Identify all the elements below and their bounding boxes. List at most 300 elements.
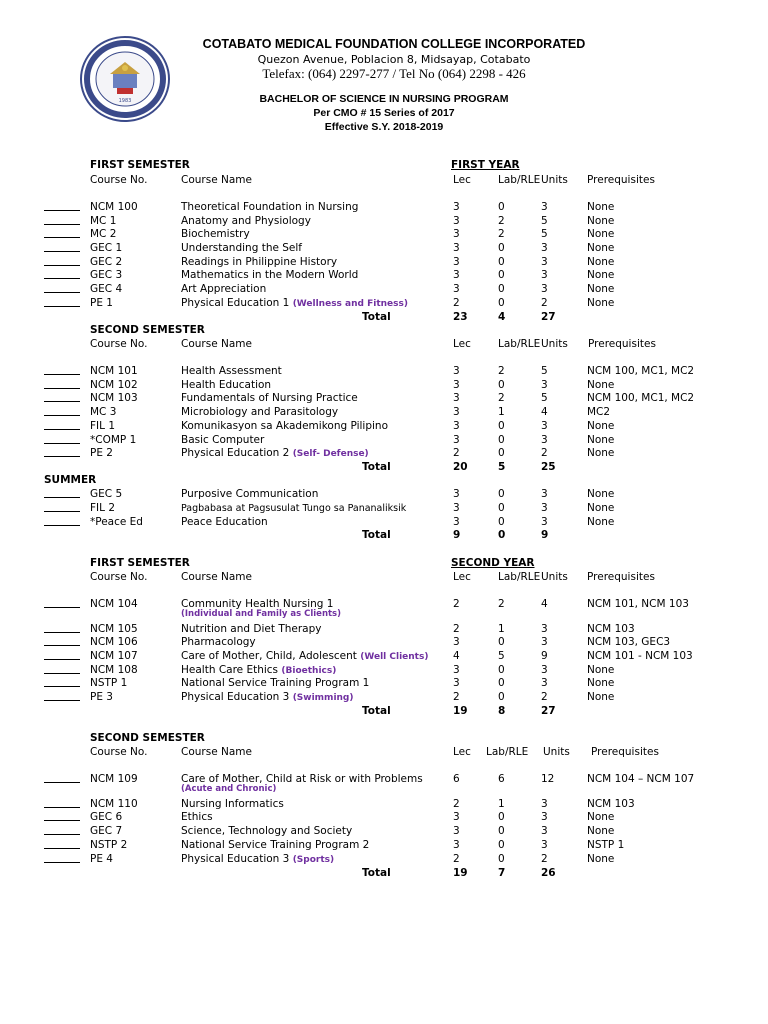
- course-lab: 0: [498, 420, 505, 432]
- total-label: Total: [362, 461, 391, 473]
- total-row: [0, 866, 768, 880]
- course-lab: 2: [498, 365, 505, 377]
- course-lab: 0: [498, 664, 505, 676]
- grade-blank[interactable]: [44, 255, 80, 266]
- course-no: PE 4: [90, 853, 113, 865]
- course-no: NCM 110: [90, 798, 138, 810]
- course-units: 3: [541, 502, 548, 514]
- course-name: [181, 676, 369, 690]
- course-row: [0, 824, 768, 838]
- course-name: [181, 810, 213, 824]
- course-no: GEC 7: [90, 825, 123, 837]
- course-name: [181, 852, 334, 867]
- course-row: [0, 515, 768, 529]
- course-lab: 2: [498, 215, 505, 227]
- course-name-text: Health Education: [181, 379, 272, 391]
- course-lab: 0: [498, 839, 505, 851]
- total-lec: 19: [453, 705, 468, 717]
- course-prereq: None: [587, 297, 615, 309]
- course-name-text: Basic Computer: [181, 434, 265, 446]
- course-prereq: NCM 103: [587, 798, 635, 810]
- course-name-text: Pharmacology: [181, 636, 256, 648]
- course-name-text: Ethics: [181, 811, 213, 823]
- course-row: [0, 255, 768, 269]
- course-lab: 1: [498, 798, 505, 810]
- header-units: Units: [541, 338, 568, 350]
- course-units: 3: [541, 677, 548, 689]
- course-lec: 3: [453, 365, 460, 377]
- course-prereq: NCM 103: [587, 623, 635, 635]
- course-row: [0, 446, 768, 460]
- header-units: Units: [541, 571, 568, 583]
- course-lec: 3: [453, 406, 460, 418]
- course-subnote: (Acute and Chronic): [181, 784, 277, 794]
- course-prereq: None: [587, 516, 615, 528]
- course-name: [181, 419, 388, 433]
- course-row: [0, 690, 768, 704]
- total-lec: 20: [453, 461, 468, 473]
- course-no: PE 3: [90, 691, 113, 703]
- course-lec: 3: [453, 392, 460, 404]
- course-no: GEC 2: [90, 256, 123, 268]
- course-no: GEC 5: [90, 488, 123, 500]
- course-lab: 1: [498, 406, 505, 418]
- total-lab: 4: [498, 311, 506, 323]
- college-address: Quezon Avenue, Poblacion 8, Midsayap, Cotabato: [257, 53, 531, 66]
- column-header-row: [0, 173, 768, 187]
- course-row: [0, 268, 768, 282]
- header-prereq: Prerequisites: [588, 338, 656, 350]
- course-name: [181, 824, 352, 838]
- total-label: Total: [362, 529, 391, 541]
- course-name-text: Physical Education 2: [181, 447, 290, 459]
- course-row: [0, 772, 768, 786]
- course-prereq: None: [587, 379, 615, 391]
- course-row: [0, 635, 768, 649]
- grade-blank[interactable]: [44, 622, 80, 633]
- course-name: [181, 241, 302, 255]
- course-name-text: Komunikasyon sa Akademikong Pilipino: [181, 420, 389, 432]
- course-name-text: Nutrition and Diet Therapy: [181, 623, 322, 635]
- course-units: 3: [541, 636, 548, 648]
- total-row: [0, 310, 768, 324]
- course-lec: 4: [453, 650, 460, 662]
- header-course-name: Course Name: [181, 571, 252, 583]
- course-lec: 3: [453, 256, 460, 268]
- header-prereq: Prerequisites: [587, 174, 655, 186]
- semester-title: FIRST SEMESTER: [90, 557, 190, 569]
- course-prereq: NCM 100, MC1, MC2: [587, 365, 695, 377]
- course-row: [0, 649, 768, 663]
- course-prereq: None: [587, 447, 615, 459]
- total-row: [0, 460, 768, 474]
- course-lab: 1: [498, 623, 505, 635]
- course-prereq: None: [587, 677, 615, 689]
- grade-blank[interactable]: [44, 501, 80, 512]
- course-row: [0, 296, 768, 310]
- course-lab: 0: [498, 811, 505, 823]
- grade-blank[interactable]: [44, 227, 80, 238]
- grade-blank[interactable]: [44, 282, 80, 293]
- header-lab: Lab/RLE: [486, 746, 529, 758]
- course-row: [0, 419, 768, 433]
- grade-blank[interactable]: [44, 649, 80, 660]
- grade-blank[interactable]: [44, 810, 80, 821]
- course-name-text: Care of Mother, Child, Adolescent: [181, 650, 357, 662]
- course-name-text: Community Health Nursing 1: [181, 598, 334, 610]
- course-lab: 0: [498, 853, 505, 865]
- course-lec: 2: [453, 853, 460, 865]
- course-lec: 3: [453, 228, 460, 240]
- header-course-name: Course Name: [181, 174, 252, 186]
- course-lec: 3: [453, 283, 460, 295]
- course-lec: 3: [453, 420, 460, 432]
- course-no: GEC 3: [90, 269, 123, 281]
- course-prereq: NCM 101, NCM 103: [587, 598, 689, 610]
- course-lab: 0: [498, 242, 505, 254]
- course-lab: 5: [498, 650, 505, 662]
- grade-blank[interactable]: [44, 419, 80, 430]
- header-lec: Lec: [453, 571, 471, 583]
- course-no: GEC 1: [90, 242, 123, 254]
- header-course-name: Course Name: [181, 338, 252, 350]
- grade-blank[interactable]: [44, 772, 80, 783]
- course-prereq: None: [587, 283, 615, 295]
- course-units: 2: [541, 853, 548, 865]
- header-lab: Lab/RLE: [498, 338, 541, 350]
- grade-blank[interactable]: [44, 676, 80, 687]
- course-lec: 6: [453, 773, 460, 785]
- course-lec: 2: [453, 623, 460, 635]
- header-course-no: Course No.: [90, 338, 148, 350]
- course-lab: 0: [498, 269, 505, 281]
- course-name: [181, 200, 358, 214]
- grade-blank[interactable]: [44, 838, 80, 849]
- course-name: [181, 501, 406, 516]
- course-row: [0, 852, 768, 866]
- course-name-text: Art Appreciation: [181, 283, 267, 295]
- course-lab: 6: [498, 773, 505, 785]
- grade-blank[interactable]: [44, 824, 80, 835]
- course-note: (Well Clients): [360, 652, 429, 662]
- course-row: [0, 433, 768, 447]
- total-label: Total: [362, 311, 391, 323]
- course-name-text: Peace Education: [181, 516, 268, 528]
- course-lab: 0: [498, 488, 505, 500]
- course-prereq: None: [587, 664, 615, 676]
- course-note: (Sports): [292, 855, 335, 865]
- column-header-row: [0, 745, 768, 759]
- course-lec: 2: [453, 297, 460, 309]
- course-units: 2: [541, 691, 548, 703]
- grade-blank[interactable]: [44, 268, 80, 279]
- course-name-text: Anatomy and Physiology: [181, 215, 311, 227]
- year-title: SECOND YEAR: [451, 557, 535, 569]
- header-course-no: Course No.: [90, 174, 148, 186]
- course-row: [0, 200, 768, 214]
- course-name-text: Nursing Informatics: [181, 798, 284, 810]
- total-units: 26: [541, 867, 556, 879]
- year-title: FIRST YEAR: [451, 159, 520, 171]
- course-no: NCM 102: [90, 379, 138, 391]
- course-prereq: None: [587, 488, 615, 500]
- course-lab: 0: [498, 201, 505, 213]
- course-name-text: Physical Education 1: [181, 297, 290, 309]
- course-note: (Self- Defense): [292, 449, 369, 459]
- course-lec: 2: [453, 691, 460, 703]
- course-lab: 0: [498, 379, 505, 391]
- header-course-no: Course No.: [90, 746, 148, 758]
- course-row: [0, 364, 768, 378]
- course-name: [181, 268, 358, 282]
- course-name-text: Care of Mother, Child at Risk or with Problems: [181, 773, 423, 785]
- course-no: NCM 104: [90, 598, 138, 610]
- course-lec: 3: [453, 664, 460, 676]
- course-lab: 2: [498, 392, 505, 404]
- course-units: 5: [541, 215, 548, 227]
- total-units: 25: [541, 461, 556, 473]
- course-lec: 3: [453, 502, 460, 514]
- semester-title: SECOND SEMESTER: [90, 324, 205, 336]
- course-units: 3: [541, 623, 548, 635]
- course-name: [181, 622, 321, 636]
- semester-heading: [0, 556, 768, 570]
- header-course-name: Course Name: [181, 746, 252, 758]
- course-row: [0, 391, 768, 405]
- course-no: MC 2: [90, 228, 117, 240]
- course-lec: 3: [453, 811, 460, 823]
- course-lab: 0: [498, 283, 505, 295]
- course-name: [181, 690, 354, 705]
- course-name: [181, 405, 338, 419]
- course-prereq: None: [587, 502, 615, 514]
- course-no: *Peace Ed: [90, 516, 143, 528]
- course-lec: 3: [453, 488, 460, 500]
- course-prereq: NCM 104 – NCM 107: [587, 773, 695, 785]
- college-telefax: Telefax: (064) 2297-277 / Tel No (064) 2298 - 426: [262, 66, 526, 81]
- course-units: 3: [541, 283, 548, 295]
- course-name: [181, 282, 266, 296]
- total-row: [0, 704, 768, 718]
- course-lab: 0: [498, 434, 505, 446]
- course-units: 3: [541, 269, 548, 281]
- course-lec: 3: [453, 825, 460, 837]
- grade-blank[interactable]: [44, 446, 80, 457]
- course-name: [181, 649, 428, 664]
- course-name: [181, 378, 271, 392]
- course-row: [0, 676, 768, 690]
- grade-blank[interactable]: [44, 214, 80, 225]
- course-lab: 0: [498, 297, 505, 309]
- course-no: NCM 101: [90, 365, 138, 377]
- course-name-text: Health Assessment: [181, 365, 282, 377]
- semester-title: FIRST SEMESTER: [90, 159, 190, 171]
- course-no: FIL 2: [90, 502, 116, 514]
- course-row: [0, 227, 768, 241]
- course-name: [181, 797, 284, 811]
- course-note: (Swimming): [292, 693, 354, 703]
- grade-blank[interactable]: [44, 378, 80, 389]
- course-prereq: None: [587, 215, 615, 227]
- header-prereq: Prerequisites: [591, 746, 659, 758]
- course-prereq: None: [587, 825, 615, 837]
- program-title: BACHELOR OF SCIENCE IN NURSING PROGRAM: [259, 93, 509, 105]
- course-prereq: None: [587, 420, 615, 432]
- course-no: NCM 107: [90, 650, 138, 662]
- course-name: [181, 635, 256, 649]
- course-lab: 0: [498, 825, 505, 837]
- course-row: [0, 241, 768, 255]
- grade-blank[interactable]: [44, 241, 80, 252]
- total-units: 9: [541, 529, 549, 541]
- course-units: 3: [541, 201, 548, 213]
- college-name: COTABATO MEDICAL FOUNDATION COLLEGE INCORPORATED: [202, 37, 586, 51]
- course-units: 2: [541, 447, 548, 459]
- course-lec: 3: [453, 215, 460, 227]
- course-name-text: National Service Training Program 2: [181, 839, 370, 851]
- grade-blank[interactable]: [44, 597, 80, 608]
- course-units: 3: [541, 811, 548, 823]
- total-lab: 7: [498, 867, 506, 879]
- course-prereq: None: [587, 228, 615, 240]
- course-lec: 3: [453, 269, 460, 281]
- course-prereq: NSTP 1: [587, 839, 625, 851]
- grade-blank[interactable]: [44, 852, 80, 863]
- course-prereq: None: [587, 853, 615, 865]
- semester-heading: [0, 731, 768, 745]
- seal-year: 1983: [118, 98, 132, 104]
- course-lab: 0: [498, 256, 505, 268]
- course-no: NCM 103: [90, 392, 138, 404]
- course-name-text: Fundamentals of Nursing Practice: [181, 392, 358, 404]
- course-no: GEC 6: [90, 811, 123, 823]
- program-cmo: Per CMO # 15 Series of 2017: [313, 107, 455, 119]
- grade-blank[interactable]: [44, 405, 80, 416]
- course-row: [0, 810, 768, 824]
- total-row: [0, 528, 768, 542]
- course-no: NCM 106: [90, 636, 138, 648]
- course-name-text: Biochemistry: [181, 228, 250, 240]
- total-units: 27: [541, 705, 556, 717]
- course-no: MC 3: [90, 406, 117, 418]
- course-lab: 2: [498, 598, 505, 610]
- course-prereq: None: [587, 201, 615, 213]
- grade-blank[interactable]: [44, 433, 80, 444]
- total-label: Total: [362, 867, 391, 879]
- course-units: 3: [541, 488, 548, 500]
- course-units: 4: [541, 598, 548, 610]
- column-header-row: [0, 570, 768, 584]
- course-subnote: (Individual and Family as Clients): [181, 609, 341, 619]
- semester-heading: [0, 323, 768, 337]
- grade-blank[interactable]: [44, 391, 80, 402]
- grade-blank[interactable]: [44, 200, 80, 211]
- course-units: 3: [541, 420, 548, 432]
- grade-blank[interactable]: [44, 364, 80, 375]
- course-lab: 0: [498, 502, 505, 514]
- course-row: [0, 214, 768, 228]
- course-units: 12: [541, 773, 555, 785]
- course-no: MC 1: [90, 215, 117, 227]
- course-name: [181, 433, 264, 447]
- course-name-text: Purposive Communication: [181, 488, 319, 500]
- course-no: GEC 4: [90, 283, 123, 295]
- course-name-text: Pagbabasa at Pagsusulat Tungo sa Pananaliksik: [181, 503, 407, 514]
- course-name: [181, 296, 408, 311]
- course-units: 3: [541, 798, 548, 810]
- header-units: Units: [541, 174, 568, 186]
- course-lab: 2: [498, 228, 505, 240]
- program-effective: Effective S.Y. 2018-2019: [324, 121, 444, 133]
- course-row: [0, 501, 768, 515]
- course-prereq: None: [587, 434, 615, 446]
- course-prereq: NCM 100, MC1, MC2: [587, 392, 695, 404]
- course-lec: 3: [453, 242, 460, 254]
- course-note: (Wellness and Fitness): [292, 299, 408, 309]
- course-row: [0, 378, 768, 392]
- grade-blank[interactable]: [44, 663, 80, 674]
- grade-blank[interactable]: [44, 296, 80, 307]
- course-prereq: MC2: [587, 406, 611, 418]
- grade-blank[interactable]: [44, 635, 80, 646]
- course-no: PE 1: [90, 297, 113, 309]
- course-prereq: None: [587, 811, 615, 823]
- course-units: 3: [541, 839, 548, 851]
- course-no: NCM 109: [90, 773, 138, 785]
- total-lab: 8: [498, 705, 506, 717]
- course-name-text: Mathematics in the Modern World: [181, 269, 359, 281]
- total-label: Total: [362, 705, 391, 717]
- course-name-text: National Service Training Program 1: [181, 677, 370, 689]
- course-row: [0, 282, 768, 296]
- course-row: [0, 405, 768, 419]
- grade-blank[interactable]: [44, 690, 80, 701]
- course-lec: 3: [453, 379, 460, 391]
- course-row: [0, 597, 768, 611]
- course-lec: 3: [453, 201, 460, 213]
- course-name: [181, 446, 369, 461]
- course-no: NCM 108: [90, 664, 138, 676]
- grade-blank[interactable]: [44, 797, 80, 808]
- course-lab: 0: [498, 516, 505, 528]
- header-lec: Lec: [453, 174, 471, 186]
- course-lec: 3: [453, 839, 460, 851]
- course-units: 9: [541, 650, 548, 662]
- course-name-text: Health Care Ethics: [181, 664, 279, 676]
- semester-title: SECOND SEMESTER: [90, 732, 205, 744]
- course-row: [0, 838, 768, 852]
- grade-blank[interactable]: [44, 487, 80, 498]
- course-no: PE 2: [90, 447, 113, 459]
- course-name: [181, 227, 250, 241]
- course-units: 5: [541, 392, 548, 404]
- semester-heading: [0, 473, 768, 487]
- course-units: 3: [541, 664, 548, 676]
- course-lab: 0: [498, 677, 505, 689]
- course-units: 5: [541, 228, 548, 240]
- course-units: 4: [541, 406, 548, 418]
- total-lec: 23: [453, 311, 468, 323]
- course-no: NSTP 1: [90, 677, 128, 689]
- course-lec: 2: [453, 447, 460, 459]
- grade-blank[interactable]: [44, 515, 80, 526]
- header-prereq: Prerequisites: [587, 571, 655, 583]
- course-lab: 0: [498, 691, 505, 703]
- course-name: [181, 214, 311, 228]
- course-prereq: None: [587, 256, 615, 268]
- course-name-text: Physical Education 3: [181, 691, 290, 703]
- semester-heading: [0, 158, 768, 172]
